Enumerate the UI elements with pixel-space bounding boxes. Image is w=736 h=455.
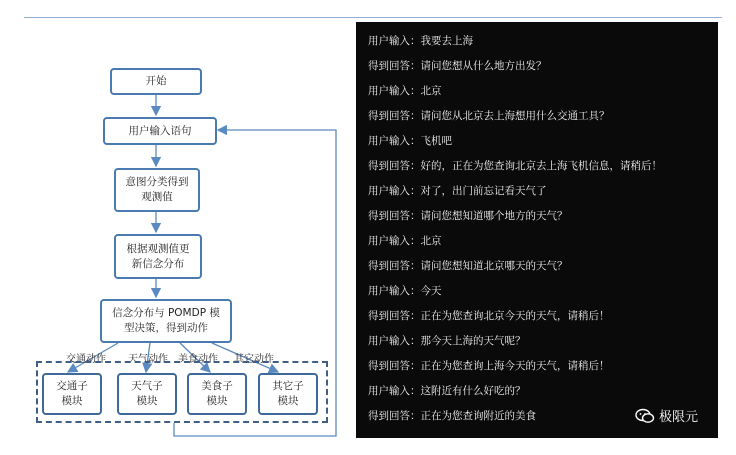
dialogue-line: 得到回答：请问您从北京去上海想用什么交通工具？ [368,110,610,122]
edge-label-other: 其它动作 [234,354,274,365]
dialogue-line: 得到回答：正在为您查询北京今天的天气，请稍后！ [368,310,610,322]
edge-label-traffic: 交通动作 [66,354,106,365]
node-start: 开始 [110,68,202,95]
module-traffic: 交通子 模块 [42,373,102,415]
node-belief-update: 根据观测值更 新信念分布 [114,234,202,279]
dialogue-line: 用户输入：北京 [368,235,442,247]
module-weather: 天气子 模块 [117,373,177,415]
node-user-input: 用户输入语句 [103,117,217,145]
edge-label-food: 美食动作 [178,354,218,365]
node-intent-classification: 意图分类得到 观测值 [114,168,200,212]
dialogue-line: 用户输入：我要去上海 [368,35,473,47]
dialogue-line: 用户输入：北京 [368,85,442,97]
dialogue-line: 得到回答：请问您想从什么地方出发？ [368,60,547,72]
dialogue-line: 用户输入：对了，出门前忘记看天气了 [368,185,547,197]
dialogue-line: 得到回答：好的，正在为您查询北京去上海飞机信息，请稍后！ [368,160,662,172]
wechat-icon [635,408,655,424]
dialogue-line: 得到回答：请问您想知道北京哪天的天气？ [368,260,568,272]
module-food: 美食子 模块 [187,373,247,415]
module-other: 其它子 模块 [258,373,318,415]
dialogue-line: 用户输入：飞机吧 [368,135,452,147]
watermark-text: 极限元 [658,410,698,425]
watermark [635,406,698,425]
dialogue-line: 用户输入：今天 [368,285,442,297]
node-pomdp-decision: 信念分布与 POMDP 模 型决策，得到动作 [100,299,232,343]
dialogue-line: 用户输入：这附近有什么好吃的？ [368,385,526,397]
dialogue-line: 得到回答：请问您想知道哪个地方的天气？ [368,210,568,222]
edge-label-weather: 天气动作 [128,354,168,365]
dialogue-panel [356,22,718,438]
dialogue-line: 用户输入：那今天上海的天气呢？ [368,335,526,347]
dialogue-line: 得到回答：正在为您查询上海今天的天气，请稍后！ [368,360,610,372]
dialogue-line: 得到回答：正在为您查询附近的美食 [368,410,536,422]
